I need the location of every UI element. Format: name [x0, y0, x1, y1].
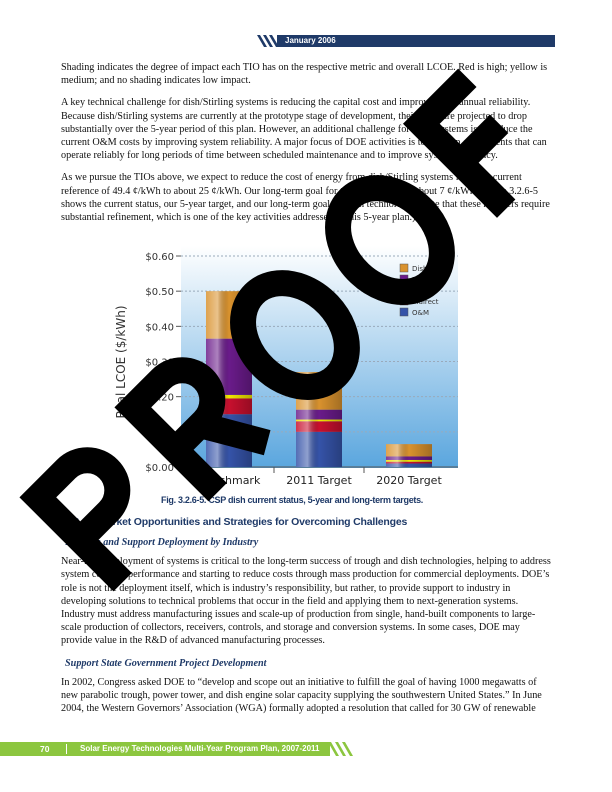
section-heading: 3.2.6.6 Market Opportunities and Strategies for Overcoming Challenges: [65, 516, 408, 529]
legend-label: O&M: [412, 309, 430, 318]
legend-label: Indirect: [412, 298, 439, 307]
lcoe-chart: [113, 240, 458, 490]
paragraph: A key technical challenge for dish/Stirling systems is reducing the capital cost and improving the annual reliability. Because dish/Stirling systems are currently at the prototype stage of development, their costs are projected to drop substantially over the 5-year period of this plan. However, an additional challenge for these systems is to reduce the current O&M costs by improving system reliability. A major focus of DOE activities is to develop components that can operate reliably for long periods of time between scheduled maintenance and to improve system efficiency.: [61, 97, 547, 162]
x-tick-label: 2020 Target: [376, 474, 442, 488]
figure: [61, 240, 553, 490]
page-header: [255, 35, 555, 47]
legend-swatch: [400, 308, 408, 316]
legend-label: Dish: [412, 265, 428, 274]
legend-swatch: [400, 275, 408, 283]
slash-decoration-icon: [328, 742, 358, 756]
legend-swatch: [400, 297, 408, 305]
paragraph: As we pursue the TIOs above, we expect to reduce the cost of energy from dish/Stirling systems from the current reference of 49.4 ¢/kWh to about 25 ¢/kWh. Our long-term goal for this technology is about 7 ¢/kWh. Figure 3.2.6-5 shows the current status, our 5-year target, and our long-term goal for dish technology. (Note that these numbers require substantial refinement, which is one of the key activities addressed in this 5-year plan.): [61, 172, 550, 224]
header-date: January 2006: [285, 36, 336, 45]
page-number: 70: [40, 744, 50, 754]
slash-decoration-icon: [255, 35, 279, 47]
subheading: Support State Government Project Development: [65, 657, 267, 669]
subheading: Promote and Support Deployment by Industry: [65, 537, 259, 549]
page-body: [61, 61, 553, 724]
legend-swatch: [400, 286, 408, 294]
figure-caption: Fig. 3.2.6-5. CSP dish current status, 5-year and long-term targets.: [161, 495, 424, 506]
paragraph: Shading indicates the degree of impact each TIO has on the respective metric and overall LCOE. Red is high; yellow is medium; and no shading indicates low impact.: [61, 62, 548, 87]
y-tick-label: $0.10: [145, 428, 174, 440]
y-tick-label: $0.40: [145, 322, 174, 334]
paragraph: In 2002, Congress asked DOE to “develop and scope out an initiative to fulfill the goal of having 1000 megawatts of new parabolic trough, power tower, and dish engine solar capacity supplying the southwestern United States.” In June 2004, the Western Governors’ Association (WGA) formally adopted a resolution that called for 30 GW of renewable: [61, 676, 542, 715]
y-tick-label: $0.30: [145, 357, 174, 369]
y-tick-label: $0.20: [145, 392, 174, 404]
legend-label: BOP: [412, 287, 427, 296]
y-tick-label: $0.00: [145, 463, 174, 475]
x-tick-label: 2011 Target: [286, 474, 352, 488]
footer-title: Solar Energy Technologies Multi-Year Program Plan, 2007-2011: [80, 744, 320, 753]
y-axis-label: Real LCOE ($/kWh): [114, 305, 128, 419]
y-tick-label: $0.60: [145, 252, 174, 264]
page-footer: [0, 742, 360, 756]
y-tick-label: $0.50: [145, 287, 174, 299]
legend-label: PCU: [412, 276, 427, 285]
legend-swatch: [400, 264, 408, 272]
x-tick-label: Benchmark: [197, 474, 261, 488]
paragraph: Near-term deployment of systems is critical to the long-term success of trough and dish technologies, helping to address system cost and performance and starting to reduce costs through mass production for commercial deployments. DOE’s role is not the deployment itself, which is industry’s responsibility, but rather, to provide support to industry in developing solutions to technical problems that occur in the field and applying them to next-generation systems. Industry must address manufacturing issues and scale-up of production from single, hand-built components to large-scale production of collectors, receivers, controls, and storage and conversion systems. In some cases, DOE may provide value in the R&D of advanced manufacturing processes.: [61, 556, 551, 647]
